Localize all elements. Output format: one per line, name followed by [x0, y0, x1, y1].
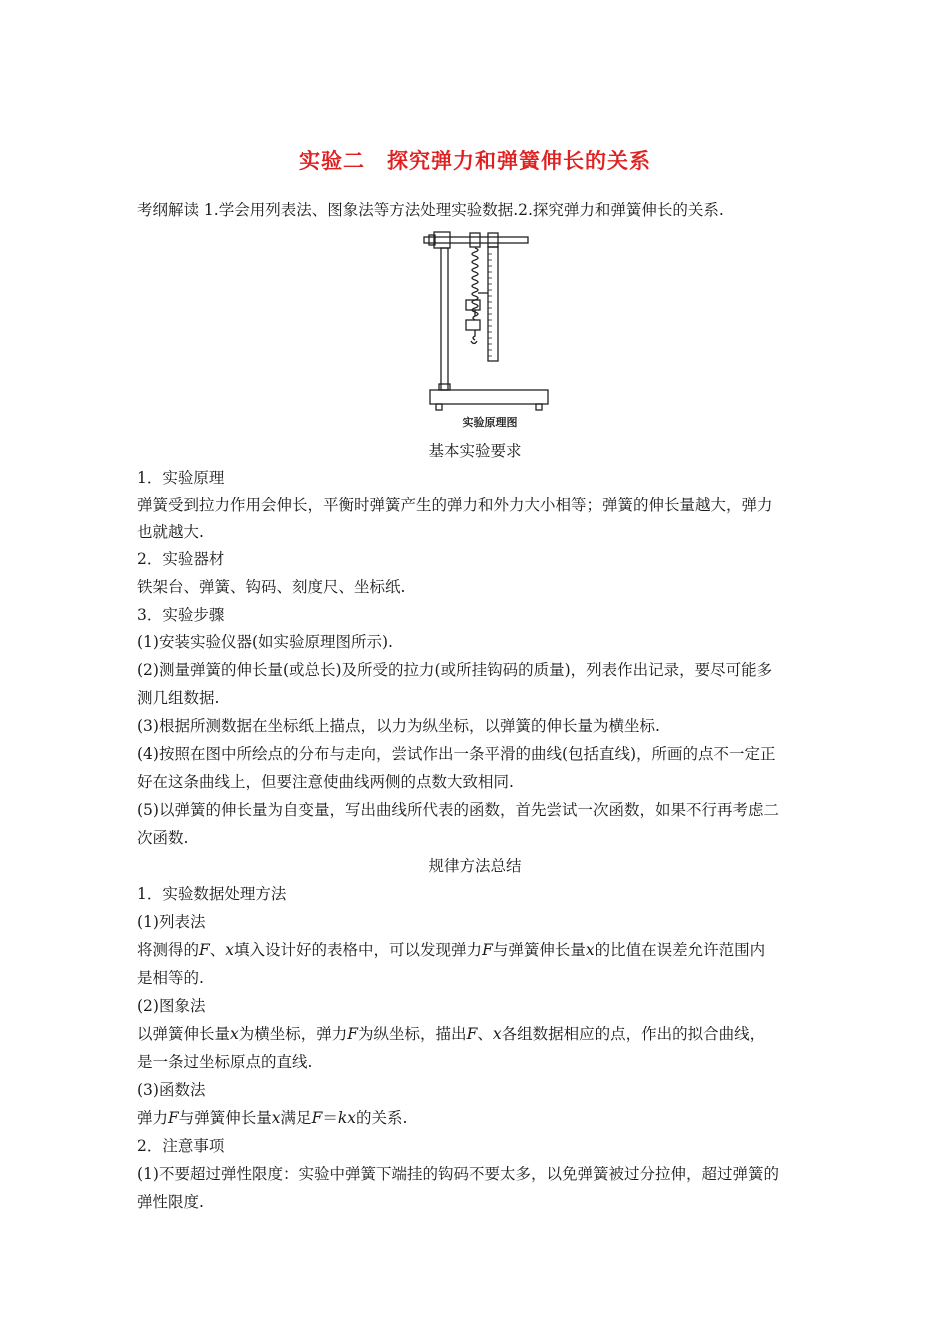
tabulation-method-line-1: 将测得的F、x填入设计好的表格中，可以发现弹力F与弹簧伸长量x的比值在误差允许范围内	[137, 941, 766, 959]
step-4-line-2: 好在这条曲线上，但要注意使曲线两侧的点数大致相同.	[137, 773, 514, 791]
title-experiment-number: 实验二	[299, 149, 365, 173]
tabulation-method-title: (1)列表法	[137, 913, 206, 931]
tabulation-method-line-2: 是相等的.	[137, 969, 204, 987]
step-5-line-1: (5)以弹簧的伸长量为自变量，写出曲线所代表的函数，首先尝试一次函数，如果不行再考虑二	[137, 801, 779, 819]
note-1-line-1: (1)不要超过弹性限度：实验中弹簧下端挂的钩码不要太多，以免弹簧被过分拉伸，超过弹簧的	[137, 1165, 779, 1183]
page-title	[0, 145, 950, 175]
title-topic: 探究弹力和弹簧伸长的关系	[387, 149, 651, 173]
principle-text-line-1: 弹簧受到拉力作用会伸长，平衡时弹簧产生的弹力和外力大小相等；弹簧的伸长量越大，弹力	[137, 496, 773, 514]
spring	[472, 248, 478, 316]
apparatus-figure	[422, 228, 552, 433]
note-1-line-2: 弹性限度.	[137, 1193, 204, 1211]
equipment-title: 2．实验器材	[137, 550, 225, 568]
weight-2	[466, 320, 480, 330]
figure-caption: 实验原理图	[462, 416, 518, 429]
vertical-rod	[441, 248, 448, 390]
principle-text-line-2: 也就越大.	[137, 523, 204, 541]
crossbar	[424, 237, 528, 243]
principle-title: 1．实验原理	[137, 469, 225, 487]
graph-method-line-1: 以弹簧伸长量x为横坐标，弹力F为纵坐标，描出F、x各组数据相应的点，作出的拟合曲线，	[137, 1025, 766, 1043]
step-5-line-2: 次函数.	[137, 829, 189, 847]
syllabus-outline: 考纲解读 1.学会用列表法、图象法等方法处理实验数据.2.探究弹力和弹簧伸长的关系.	[137, 201, 724, 219]
graph-method-line-2: 是一条过坐标原点的直线.	[137, 1053, 313, 1071]
section-heading-basic-requirements: 基本实验要求	[428, 442, 522, 460]
function-method-title: (3)函数法	[137, 1081, 206, 1099]
section-heading-method-summary: 规律方法总结	[428, 857, 522, 875]
steps-title: 3．实验步骤	[137, 606, 225, 624]
equipment-text: 铁架台、弹簧、钩码、刻度尺、坐标纸.	[137, 578, 406, 596]
graph-method-title: (2)图象法	[137, 997, 206, 1015]
apparatus-diagram	[422, 228, 552, 433]
clamp	[434, 232, 450, 248]
data-processing-title: 1．实验数据处理方法	[137, 885, 287, 903]
step-4-line-1: (4)按照在图中所绘点的分布与走向，尝试作出一条平滑的曲线(包括直线)，所画的点不一定正	[137, 745, 776, 763]
notes-title: 2．注意事项	[137, 1137, 225, 1155]
step-1: (1)安装实验仪器(如实验原理图所示).	[137, 633, 393, 651]
step-2-line-1: (2)测量弹簧的伸长量(或总长)及所受的拉力(或所挂钩码的质量)，列表作出记录，要尽可能多	[137, 661, 773, 679]
base	[430, 390, 548, 404]
step-3: (3)根据所测数据在坐标纸上描点，以力为纵坐标，以弹簧的伸长量为横坐标.	[137, 717, 660, 735]
step-2-line-2: 测几组数据.	[137, 689, 220, 707]
function-method-text: 弹力F与弹簧伸长量x满足F＝kx的关系.	[137, 1109, 408, 1127]
